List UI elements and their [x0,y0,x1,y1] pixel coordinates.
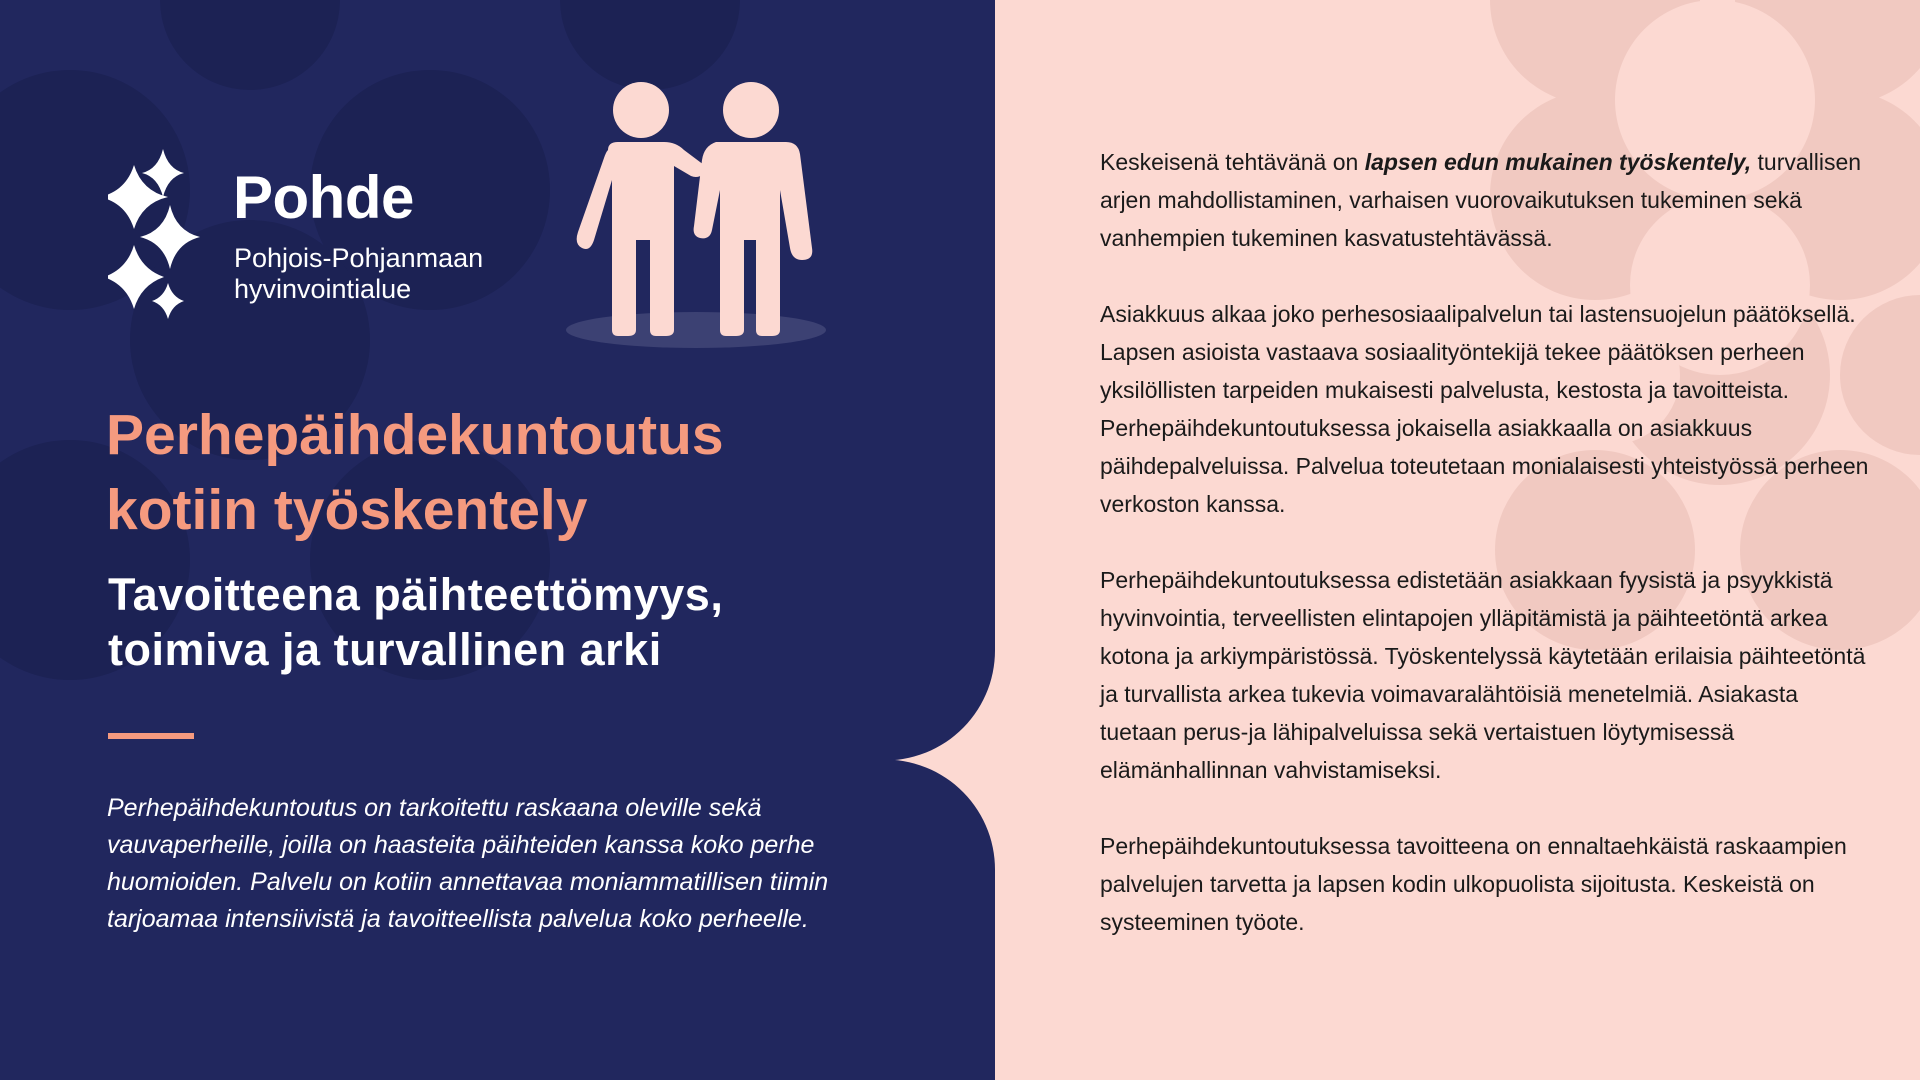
page-title [106,398,724,548]
accent-divider [108,733,194,739]
content-paragraph-2: Asiakkuus alkaa joko perhesosiaalipalvelun tai lastensuojelun päätöksellä. Lapsen asioista vastaava sosiaalityöntekijä tekee päätöksen perheen yksilöllisten tarpeiden mukaisesti palvelusta, kestosta ja tavoitteista. Perhepäihdekuntoutuksessa jokaisella asiakkaalla on asiakkuus päihdepalveluissa. Palvelua toteutetaan monialaisesti yhteistyössä perheen verkoston kanssa. [1100,301,1869,517]
page-subtitle [108,567,723,677]
content-column [1100,143,1870,979]
content-paragraph-1 [1100,143,1870,257]
two-people-icon [566,80,836,355]
content-paragraph-4: Perhepäihdekuntoutuksessa tavoitteena on ennaltaehkäistä raskaampien palvelujen tarvetta ja lapsen kodin ulkopuolista sijoitusta. Keskeistä on systeeminen työote. [1100,833,1847,935]
subtitle-line2: toimiva ja turvallinen arki [108,624,662,675]
p1-prefix: Keskeisenä tehtävänä on [1100,149,1365,175]
logo-subtitle-line1: Pohjois-Pohjanmaan [234,243,484,273]
intro-paragraph: Perhepäihdekuntoutus on tarkoitettu raskaana oleville sekä vauvaperheille, joilla on haasteita päihteiden kanssa koko perhe huomioiden. Palvelu on kotiin annettavaa moniammatillisen tiimin tarjoamaa intensiivistä ja tavoitteellista palvelua koko perheelle. [107,794,829,933]
subtitle-line1: Tavoitteena päihteettömyys, [108,569,724,620]
title-line2: kotiin työskentely [106,478,588,542]
content-paragraph-3: Perhepäihdekuntoutuksessa edistetään asiakkaan fyysistä ja psyykkistä hyvinvointia, terveellisten elintapojen ylläpitämistä ja päihteetöntä arkea kotona ja arkiympäristössä. Työskentelyssä käytetään erilaisia päihteetöntä ja turvallista arkea tukevia voimavaralähtöisiä menetelmiä. Asiakasta tuetaan perus-ja lähipalveluissa sekä vertaistuen löytymisessä elämänhallinnan vahvistamiseksi. [1100,567,1866,783]
title-line1: Perhepäihdekuntoutus [106,403,724,467]
p1-emphasis: lapsen edun mukainen työskentely, [1364,149,1752,175]
logo-name: Pohde [233,164,414,231]
logo-subtitle-line2: hyvinvointialue [234,274,412,304]
logo-subtitle [234,243,483,305]
p1-rest: turvallisen arjen mahdollistaminen, varhaisen vuorovaikutuksen tukeminen sekä vanhempien tukeminen kasvatustehtävässä. [1100,149,1862,251]
four-point-star-cluster-icon [108,145,203,325]
